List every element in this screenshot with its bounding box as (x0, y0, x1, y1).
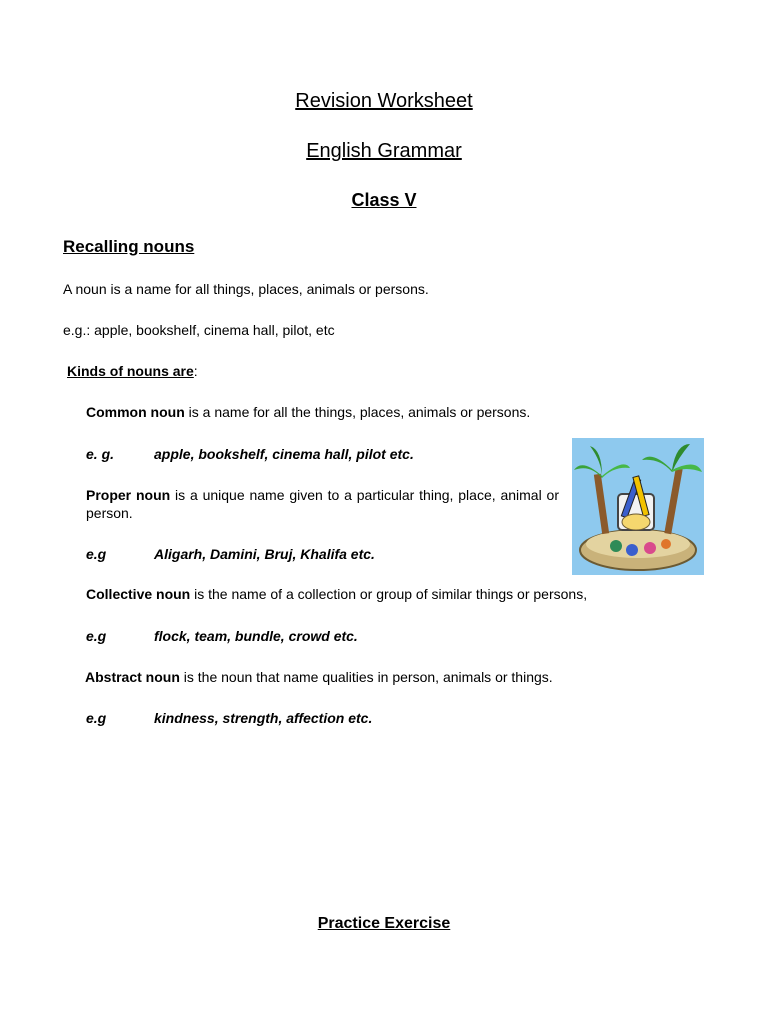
example-abstract (86, 710, 372, 726)
kind-abstract (85, 669, 553, 685)
kind-proper (86, 486, 559, 522)
example-proper (86, 546, 375, 562)
example-collective (86, 628, 358, 644)
kind-term: Collective noun (86, 586, 191, 602)
subject-title: English Grammar (306, 140, 462, 162)
worksheet-title: Revision Worksheet (295, 90, 473, 112)
example-text: kindness, strength, affection etc. (154, 710, 373, 726)
kind-desc: is the noun that name qualities in person, animals or things. (179, 669, 553, 685)
kind-desc: is the name of a collection or group of similar things or persons, (190, 586, 588, 602)
kinds-label: Kinds of nouns are (67, 363, 194, 379)
kind-desc: is a unique name given to a particular thing, place, animal or person. (86, 487, 559, 521)
example-common (86, 446, 414, 462)
example-text: Aligarh, Damini, Bruj, Khalifa etc. (154, 546, 375, 562)
class-title: Class V (351, 190, 417, 210)
tropical-island-clipart-icon (572, 438, 704, 575)
example-text: flock, team, bundle, crowd etc. (154, 628, 358, 644)
kind-desc: is a name for all the things, places, animals or persons. (184, 404, 531, 420)
kind-term: Proper noun (86, 487, 171, 503)
example-label: e.g (86, 628, 107, 644)
definition-example: e.g.: apple, bookshelf, cinema hall, pilot, etc (63, 322, 335, 338)
practice-heading: Practice Exercise (317, 915, 451, 932)
kinds-heading (67, 363, 198, 379)
section-heading: Recalling nouns (63, 237, 195, 256)
kinds-colon: : (193, 363, 198, 379)
kind-common (86, 404, 530, 420)
kind-collective (86, 586, 587, 602)
kind-term: Abstract noun (85, 669, 180, 685)
kind-term: Common noun (86, 404, 185, 420)
example-text: apple, bookshelf, cinema hall, pilot etc. (154, 446, 414, 462)
noun-definition: A noun is a name for all things, places, animals or persons. (63, 281, 429, 297)
example-label: e.g (86, 546, 107, 562)
example-label: e. g. (86, 446, 115, 462)
example-label: e.g (86, 710, 107, 726)
